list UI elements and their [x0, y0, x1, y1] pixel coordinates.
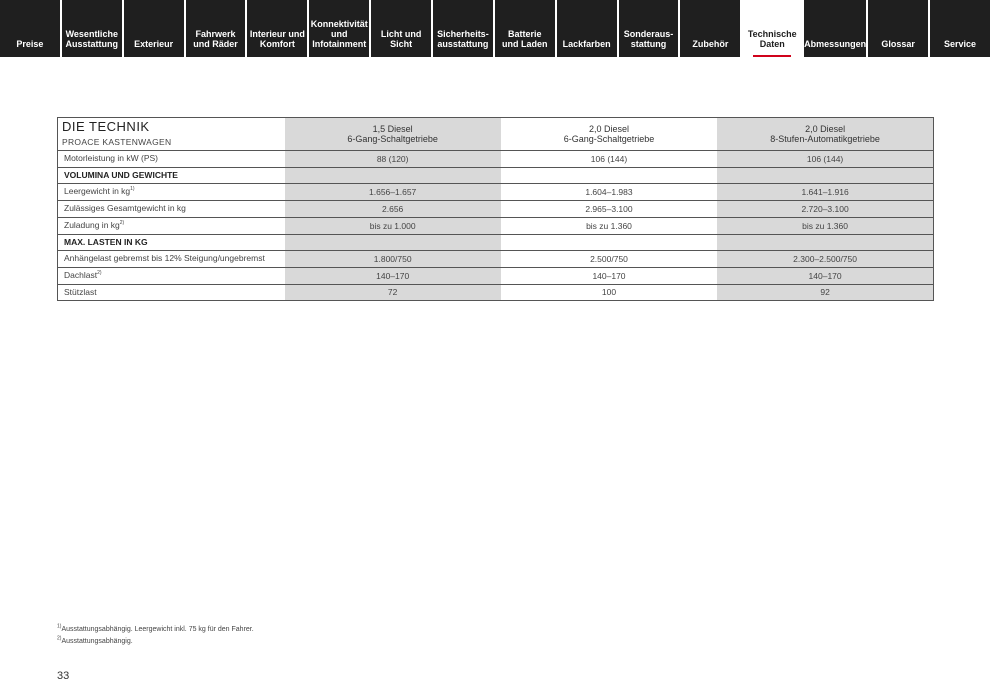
footnotes	[57, 624, 254, 648]
column-header-3: 2,0 Diesel 8-Stufen-Automatikgetriebe	[717, 118, 933, 151]
table-cell: 2.965–3.100	[501, 201, 717, 218]
nav-tab-service[interactable]: Service	[930, 0, 990, 57]
footnote-marker: 1)	[130, 186, 135, 193]
table-row	[58, 267, 934, 284]
footnote-marker: 2)	[97, 270, 102, 277]
nav-tab-sicherheitsausstattung[interactable]: Sicherheits- ausstattung	[433, 0, 493, 57]
nav-tab-glossar[interactable]: Glossar	[868, 0, 928, 57]
row-label-text: Leergewicht in kg	[64, 186, 131, 197]
table-cell: 1.800/750	[285, 251, 501, 268]
table-cell: 1.641–1.916	[717, 184, 933, 201]
table-cell: 106 (144)	[717, 151, 933, 168]
nav-tab-exterieur[interactable]: Exterieur	[124, 0, 184, 57]
table-cell: 2.720–3.100	[717, 201, 933, 218]
table-cell: 92	[717, 284, 933, 301]
nav-tab-lackfarben[interactable]: Lackfarben	[557, 0, 617, 57]
table-cell: 1.604–1.983	[501, 184, 717, 201]
nav-tab-konnektivitaet[interactable]: Konnektivität und Infotainment	[309, 0, 369, 57]
table-cell	[717, 167, 933, 184]
table-cell	[501, 234, 717, 251]
table-cell: 72	[285, 284, 501, 301]
page-number: 33	[57, 670, 70, 682]
footnote-2	[57, 636, 254, 648]
row-label: Anhängelast gebremst bis 12% Steigung/ungebremst	[58, 251, 285, 268]
footnote-1	[57, 624, 254, 636]
nav-tab-zubehoer[interactable]: Zubehör	[680, 0, 740, 57]
table-cell: 2.500/750	[501, 251, 717, 268]
table-row	[58, 217, 934, 234]
nav-tab-technische-daten[interactable]: Technische Daten	[742, 0, 802, 57]
table-cell: 2.300–2.500/750	[717, 251, 933, 268]
table-cell: 140–170	[717, 267, 933, 284]
table-cell	[501, 167, 717, 184]
table-header-row	[58, 118, 934, 151]
footnote-text: Ausstattungsabhängig.	[61, 638, 133, 645]
row-label-text: Zuladung in kg	[64, 219, 120, 230]
footnote-marker: 2)	[57, 635, 62, 642]
nav-tab-wesentliche-ausstattung[interactable]: Wesentliche Ausstattung	[62, 0, 122, 57]
table-cell: 1.656–1.657	[285, 184, 501, 201]
column-header-1: 1,5 Diesel 6-Gang-Schaltgetriebe	[285, 118, 501, 151]
row-label	[58, 184, 285, 201]
table-cell	[285, 234, 501, 251]
column-header-2: 2,0 Diesel 6-Gang-Schaltgetriebe	[501, 118, 717, 151]
nav-tab-interieur[interactable]: Interieur und Komfort	[247, 0, 307, 57]
table-cell: 140–170	[285, 267, 501, 284]
row-label: Stützlast	[64, 286, 97, 297]
nav-tab-sonderausstattung[interactable]: Sonderaus- stattung	[619, 0, 679, 57]
nav-tab-fahrwerk[interactable]: Fahrwerk und Räder	[186, 0, 246, 57]
row-label-text: Dachlast	[64, 269, 98, 280]
table-title-cell	[58, 118, 285, 151]
footnote-marker: 2)	[119, 219, 125, 226]
table-cell: 140–170	[501, 267, 717, 284]
table-cell	[285, 167, 501, 184]
table-row	[58, 251, 934, 268]
table-cell: 88 (120)	[285, 151, 501, 168]
section-row	[58, 167, 934, 184]
table-cell: bis zu 1.000	[285, 217, 501, 234]
row-label	[58, 217, 285, 234]
footnote-marker: 1)	[57, 623, 62, 630]
table-cell: bis zu 1.360	[717, 217, 933, 234]
nav-tab-abmessungen[interactable]: Abmessungen	[804, 0, 866, 57]
section-label: MAX. LASTEN IN KG	[58, 234, 285, 251]
table-subtitle: PROACE KASTENWAGEN	[62, 137, 172, 147]
section-row	[58, 234, 934, 251]
table-row	[58, 284, 934, 301]
table-cell: 100	[601, 287, 617, 298]
table-cell	[717, 234, 933, 251]
row-label: Motorleistung in kW (PS)	[58, 151, 285, 168]
table-row	[58, 201, 934, 218]
table-cell: bis zu 1.360	[501, 217, 717, 234]
footnote-text: Ausstattungsabhängig. Leergewicht inkl. 75 kg für den Fahrer.	[61, 626, 254, 633]
row-label: Zulässiges Gesamtgewicht in kg	[58, 201, 285, 218]
row-label	[58, 267, 285, 284]
table-row	[58, 184, 934, 201]
table-cell: 106 (144)	[501, 151, 717, 168]
nav-tab-licht-und-sicht[interactable]: Licht und Sicht	[371, 0, 431, 57]
technical-data-table	[57, 117, 934, 301]
section-label: VOLUMINA UND GEWICHTE	[58, 167, 285, 184]
nav-tab-batterie[interactable]: Batterie und Laden	[495, 0, 555, 57]
nav-tab-preise[interactable]: Preise	[0, 0, 60, 57]
table-title: DIE TECHNIK	[62, 119, 150, 134]
top-navigation	[0, 0, 990, 57]
table-cell: 2.656	[285, 201, 501, 218]
table-row	[58, 151, 934, 168]
